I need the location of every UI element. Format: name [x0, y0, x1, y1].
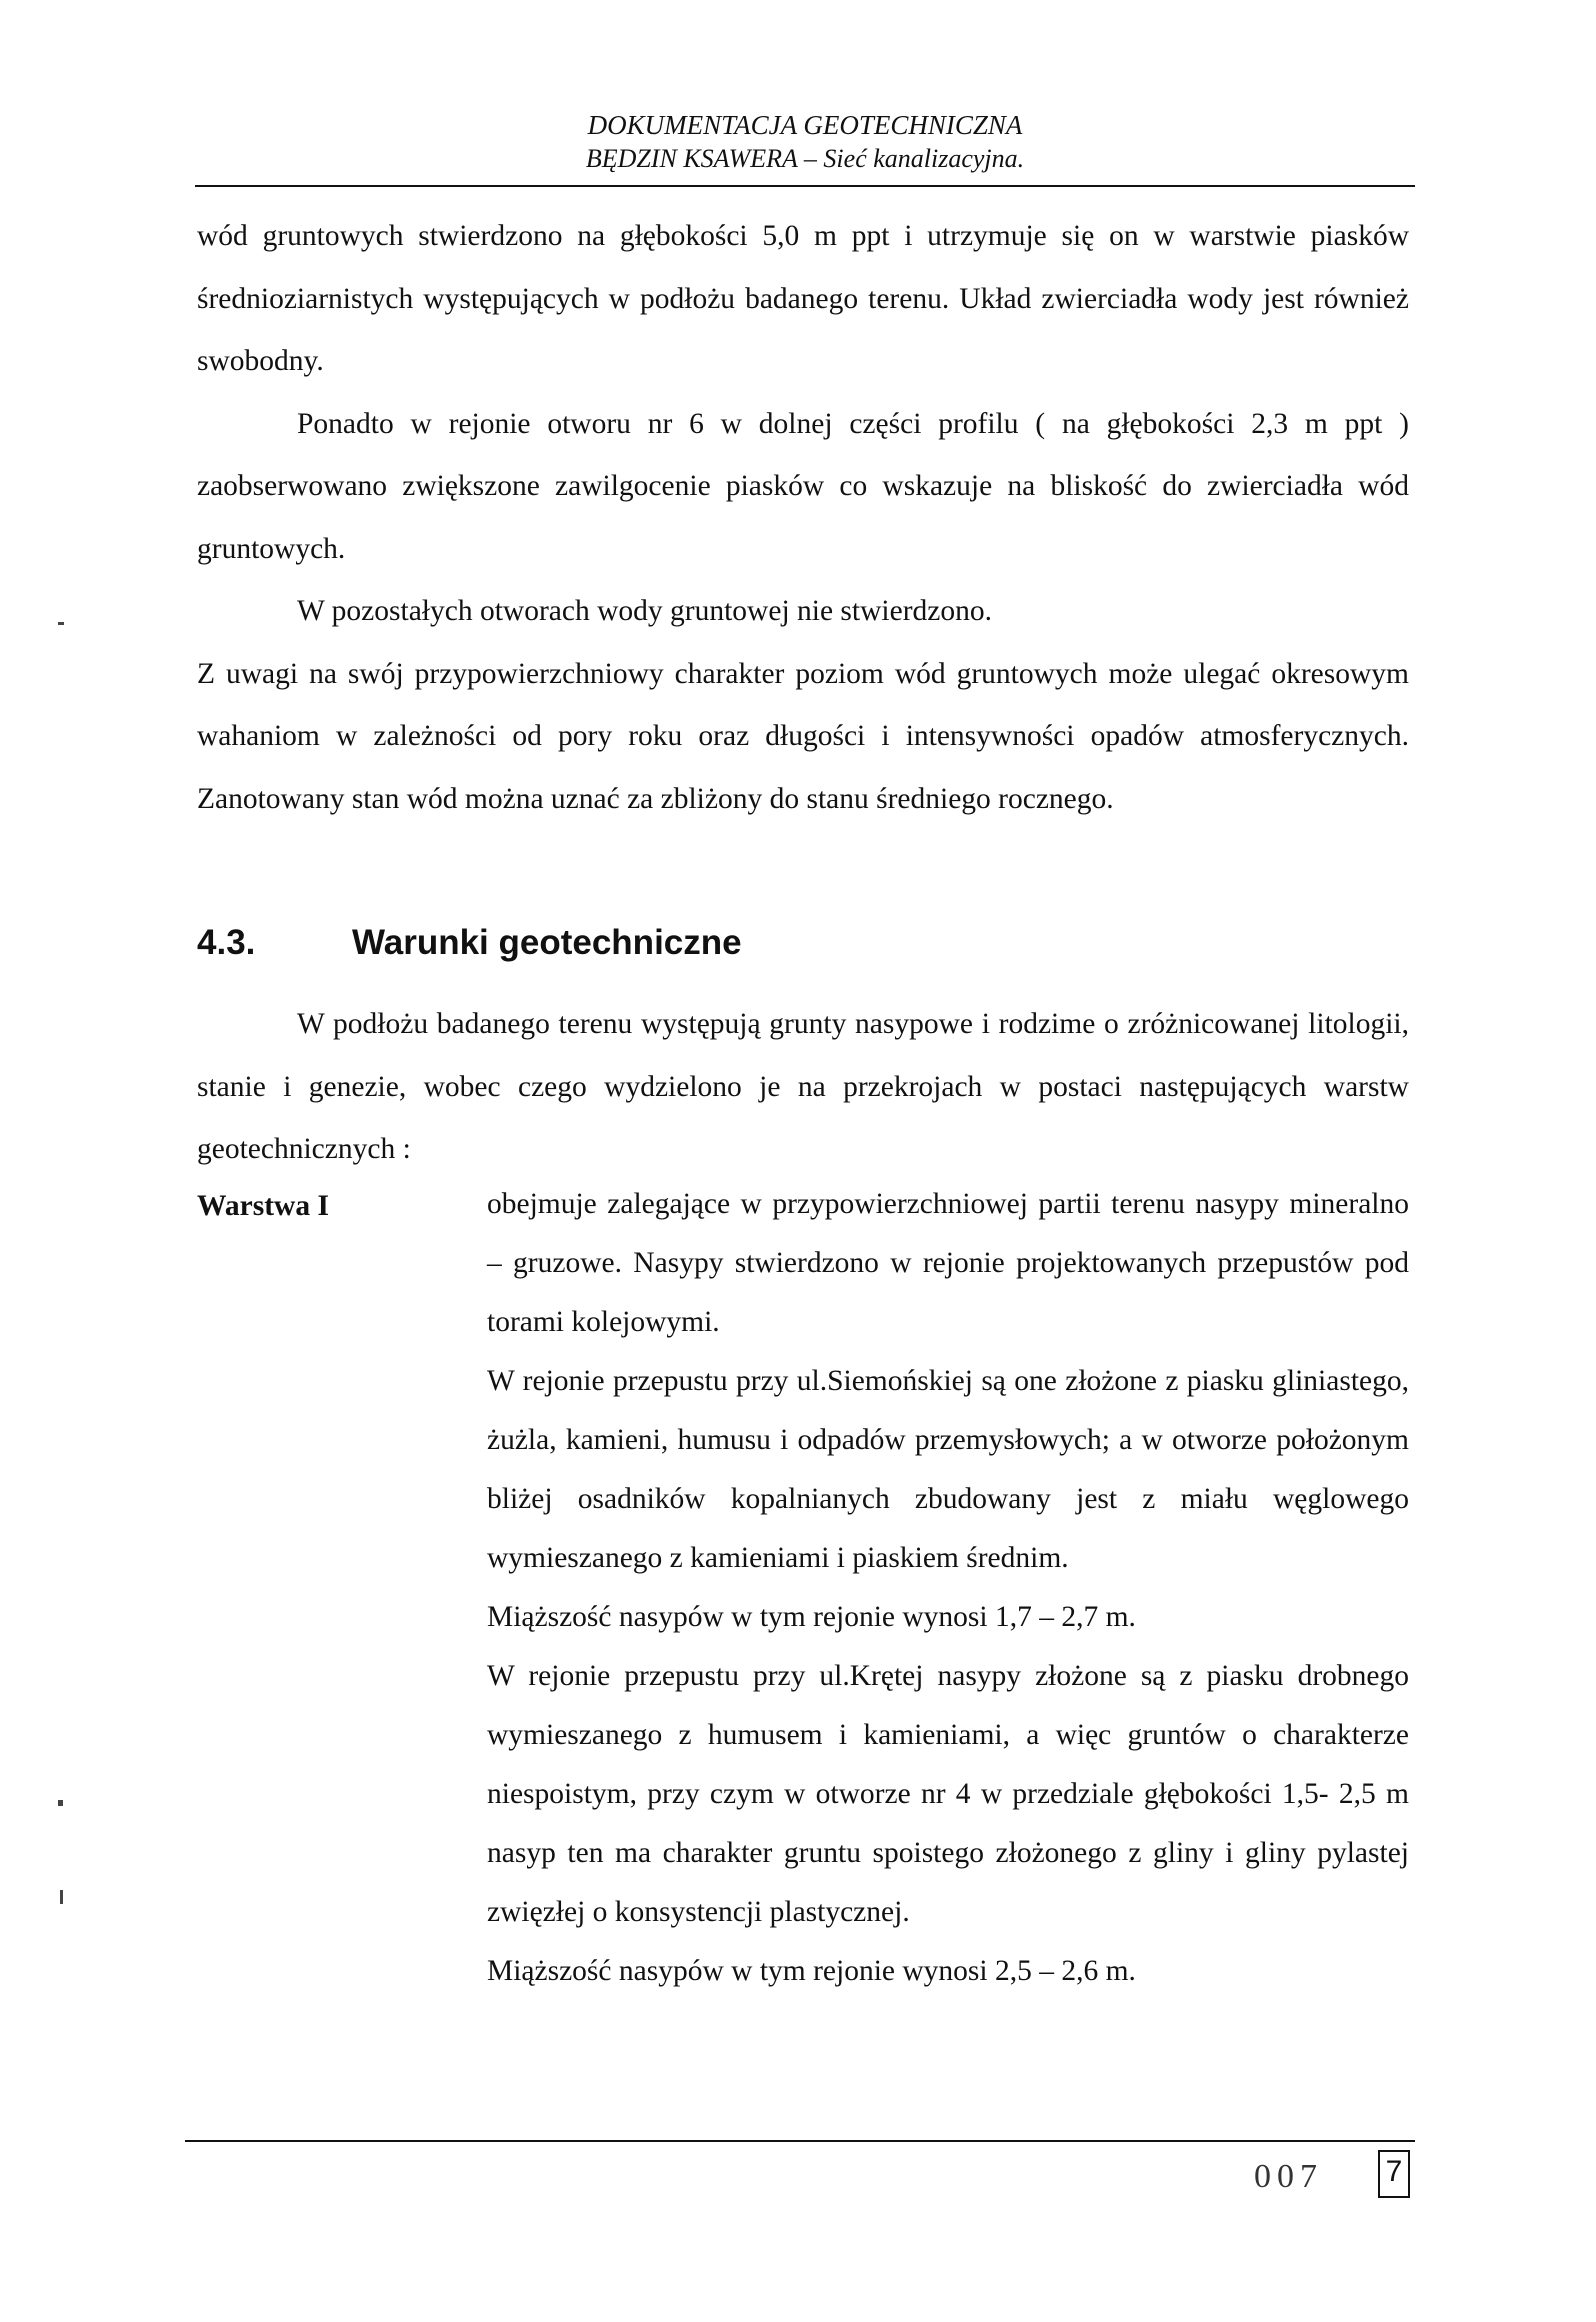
section-intro: W podłożu badanego terenu występują grunty nasypowe i rodzime o zróżnicowanej litologii, stanie i genezie, wobec czego wydzielono je na przekrojach w postaci następujących warstw geotechnicznych : [197, 1008, 1409, 1165]
header-title: DOKUMENTACJA GEOTECHNICZNA [587, 110, 1023, 140]
stamp-number: 007 [1254, 2158, 1323, 2195]
header-rule [195, 185, 1415, 187]
section-heading [197, 913, 1409, 973]
layer-description [487, 1175, 1409, 2001]
layer-paragraph: W rejonie przepustu przy ul.Siemońskiej są one złożone z piasku gliniastego, żużla, kamieni, humusu i odpadów przemysłowych; a w otworze położonym bliżej osadników kopalnianych zbudowany jest z miału węglowego wymieszanego z kamieniami i piaskiem średnim. [487, 1365, 1409, 1574]
layer-paragraph: obejmuje zalegające w przypowierzchniowej partii terenu nasypy mineralno – gruzowe. Nasypy stwierdzono w rejonie projektowanych przepustów pod torami kolejowymi. [487, 1188, 1409, 1338]
scan-speck [60, 1890, 63, 1904]
header-subtitle: BĘDZIN KSAWERA – Sieć kanalizacyjna. [585, 144, 1025, 173]
layer-paragraph: Miąższość nasypów w tym rejonie wynosi 2,5 – 2,6 m. [487, 1955, 1136, 1987]
layer-paragraph: W rejonie przepustu przy ul.Krętej nasypy złożone są z piasku drobnego wymieszanego z humusem i kamieniami, a więc gruntów o charakterze niespoistym, przy czym w otworze nr 4 w przedziale głębokości 1,5- 2,5 m nasyp ten ma charakter gruntu spoistego złożonego z gliny i gliny pylastej zwięzłej o konsystencji plastycznej. [487, 1660, 1409, 1928]
layer-paragraph: Miąższość nasypów w tym rejonie wynosi 1,7 – 2,7 m. [487, 1601, 1136, 1633]
layer-label: Warstwa I [197, 1190, 329, 1222]
page-number-box: 7 [1378, 2150, 1410, 2198]
scan-speck [58, 622, 64, 625]
section-intro-block [197, 993, 1409, 1181]
footer-rule [185, 2140, 1415, 2142]
paragraph-borehole-6: Ponadto w rejonie otworu nr 6 w dolnej części profilu ( na głębokości 2,3 m ppt ) zaobserwowano zwiększone zawilgocenie piasków co wskazuje na bliskość do zwierciadła wód gruntowych. [197, 407, 1409, 565]
top-text-block [197, 205, 1409, 830]
document-header [195, 108, 1415, 176]
paragraph-fluctuations: Z uwagi na swój przypowierzchniowy charakter poziom wód gruntowych może ulegać okresowym wahaniom w zależności od pory roku oraz długości i intensywności opadów atmosferycznych. Zanotowany stan wód można uznać za zbliżony do stanu średniego rocznego. [197, 657, 1409, 815]
section-number: 4.3. [197, 923, 256, 962]
paragraph-groundwater: wód gruntowych stwierdzono na głębokości 5,0 m ppt i utrzymuje się on w warstwie piasków średnioziarnistych występujących w podłożu badanego terenu. Układ zwierciadła wody jest również swobodny. [197, 220, 1409, 377]
scan-speck [58, 1800, 63, 1806]
section-title: Warunki geotechniczne [352, 923, 742, 962]
paragraph-other-boreholes: W pozostałych otworach wody gruntowej nie stwierdzono. [297, 595, 992, 627]
